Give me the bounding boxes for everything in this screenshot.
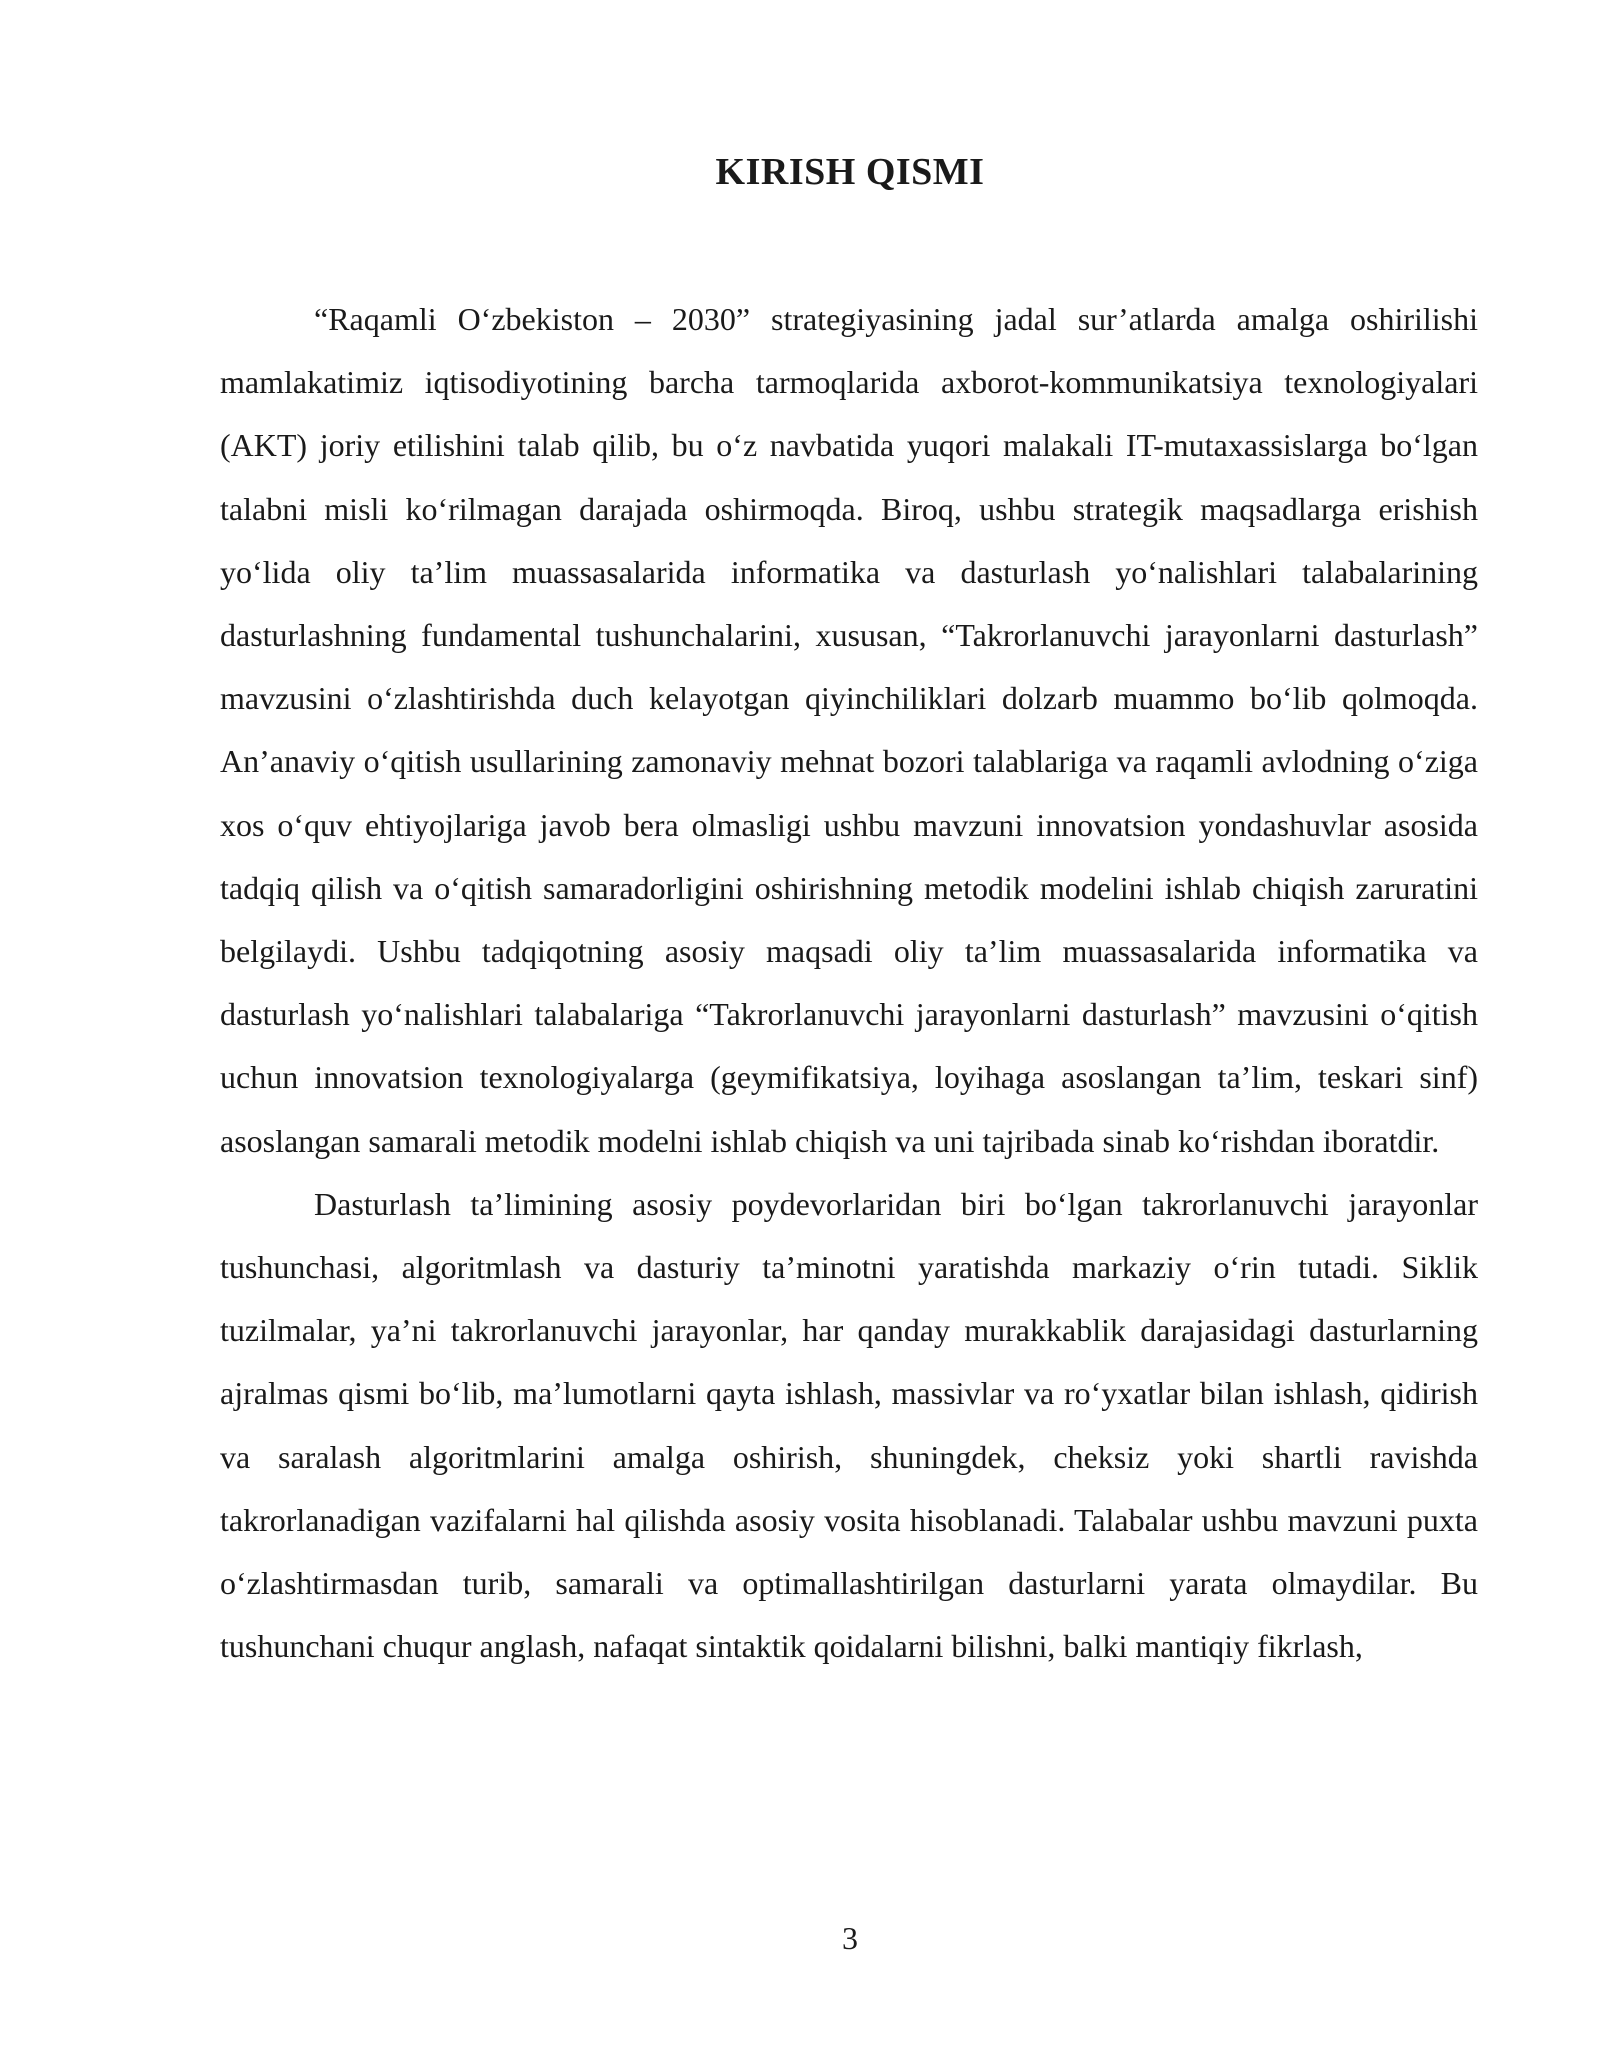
paragraph-1: “Raqamli O‘zbekiston – 2030” strategiyasining jadal sur’atlarda amalga oshirilishi mamlakatimiz iqtisodiyotining barcha tarmoqlarida axborot-kommunikatsiya texnologiyalari (AKT) joriy etilishini talab qilib, bu o‘z navbatida yuqori malakali IT-mutaxassislarga bo‘lgan talabni misli ko‘rilmagan darajada oshirmoqda. Biroq, ushbu strategik maqsadlarga erishish yo‘lida oliy ta’lim muassasalarida informatika va dasturlash yo‘nalishlari talabalarining dasturlashning fundamental tushunchalarini, xususan, “Takrorlanuvchi jarayonlarni dasturlash” mavzusini o‘zlashtirishda duch kelayotgan qiyinchiliklari dolzarb muammo bo‘lib qolmoqda. An’anaviy o‘qitish usullarining zamonaviy mehnat bozori talablariga va raqamli avlodning o‘ziga xos o‘quv ehtiyojlariga javob bera olmasligi ushbu mavzuni innovatsion yondashuvlar asosida tadqiq qilish va o‘qitish samaradorligini oshirishning metodik modelini ishlab chiqish zaruratini belgilaydi. Ushbu tadqiqotning asosiy maqsadi oliy ta’lim muassasalarida informatika va dasturlash yo‘nalishlari talabalariga “Takrorlanuvchi jarayonlarni dasturlash” mavzusini o‘qitish uchun innovatsion texnologiyalarga (geymifikatsiya, loyihaga asoslangan ta’lim, teskari sinf) asoslangan samarali metodik modelni ishlab chiqish va uni tajribada sinab ko‘rishdan iboratdir. (220, 301, 1478, 1159)
body-text (220, 288, 1478, 1678)
page-number: 3 (842, 1920, 858, 1956)
page-title: KIRISH QISMI (715, 151, 985, 193)
paragraph-2: Dasturlash ta’limining asosiy poydevorlaridan biri bo‘lgan takrorlanuvchi jarayonlar tushunchasi, algoritmlash va dasturiy ta’minotni yaratishda markaziy o‘rin tutadi. Siklik tuzilmalar, ya’ni takrorlanuvchi jarayonlar, har qanday murakkablik darajasidagi dasturlarning ajralmas qismi bo‘lib, ma’lumotlarni qayta ishlash, massivlar va ro‘yxatlar bilan ishlash, qidirish va saralash algoritmlarini amalga oshirish, shuningdek, cheksiz yoki shartli ravishda takrorlanadigan vazifalarni hal qilishda asosiy vosita hisoblanadi. Talabalar ushbu mavzuni puxta o‘zlashtirmasdan turib, samarali va optimallashtirilgan dasturlarni yarata olmaydilar. Bu tushunchani chuqur anglash, nafaqat sintaktik qoidalarni bilishni, balki mantiqiy fikrlash, (220, 1185, 1478, 1665)
